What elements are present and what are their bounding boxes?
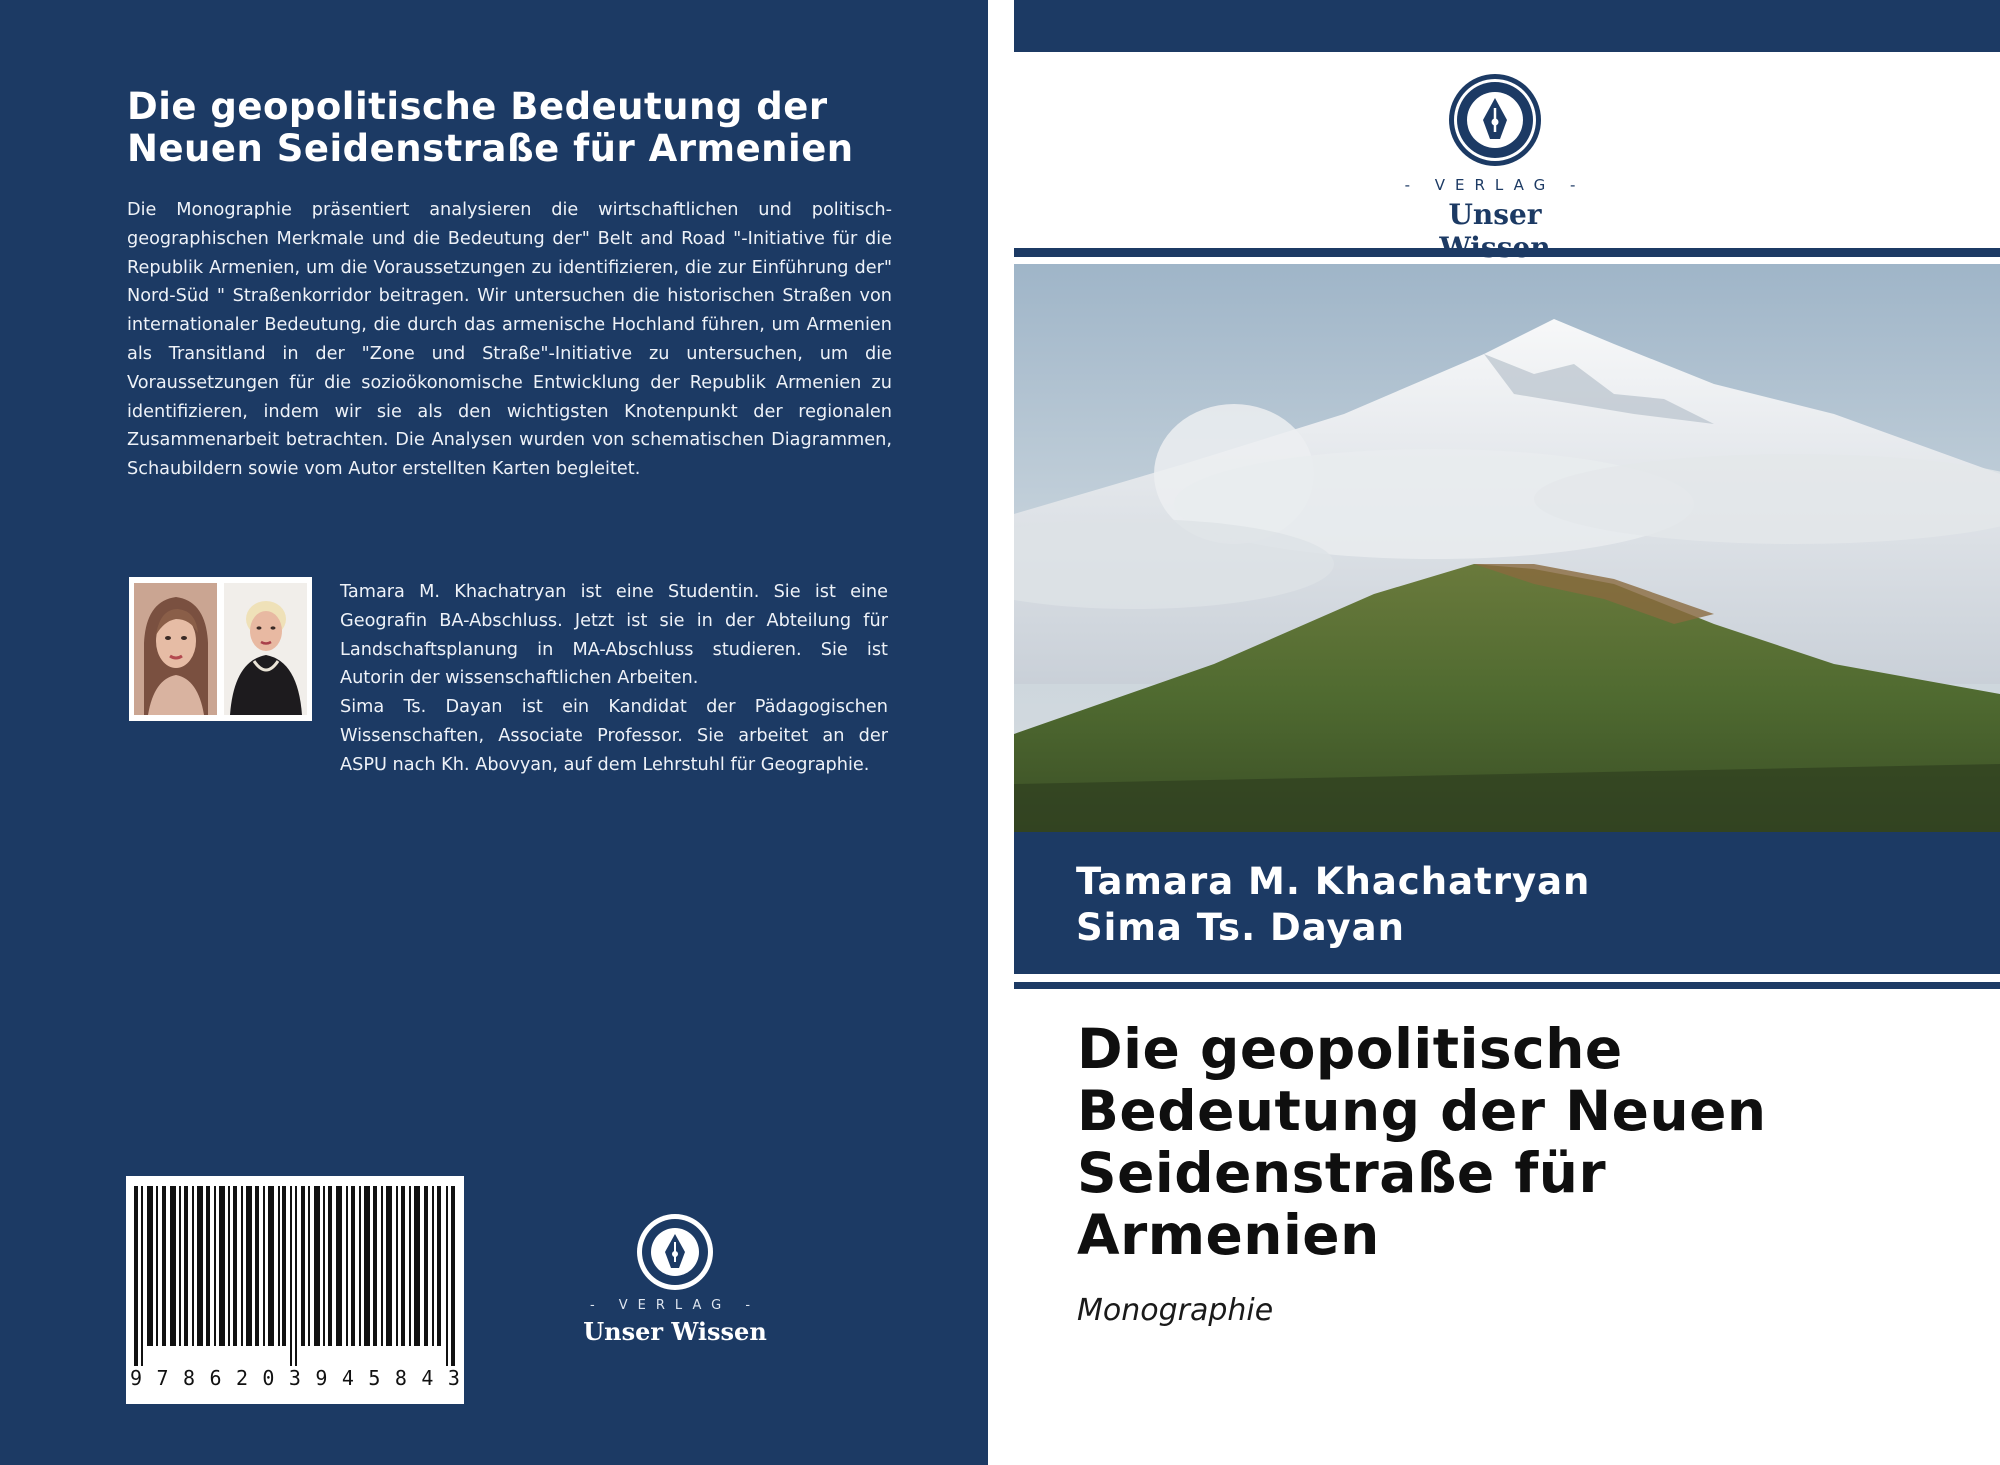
pen-nib-seal-icon: [1447, 72, 1543, 168]
publisher-logo-front: [1390, 72, 1600, 264]
isbn-digit: 6: [209, 1366, 222, 1390]
publisher-logo-back: [580, 1212, 770, 1346]
author-name-2: Sima Ts. Dayan: [1076, 906, 1405, 949]
divider-bottom: [1014, 982, 2000, 989]
isbn-digit: 8: [182, 1366, 196, 1390]
authors-band: [1014, 832, 2000, 974]
spine: [988, 0, 1014, 1465]
isbn-digit: 3: [288, 1366, 301, 1390]
isbn-digit: 3: [447, 1366, 460, 1390]
divider-top: [1014, 248, 2000, 257]
front-top-bar: [1014, 0, 2000, 52]
isbn-digit: 0: [262, 1366, 275, 1390]
back-cover: [0, 0, 988, 1465]
book-description: Die Monographie präsentiert analysieren die wirtschaftlichen und politisch-geographischen Merkmale und die Bedeutung der" Belt and Road "-Initiative für die Republik Armenien, um die Voraussetzungen zu identifizieren, die zur Einführung der" Nord-Süd " Straßenkorridor beitragen. Wir untersuchen die historischen Straßen von internationaler Bedeutung, die durch das armenische Hochland führen, um Armenien als Transitland in der "Zone und Straße"-Initiative zu untersuchen, um die Voraussetzungen für die sozioökonomische Entwicklung der Republik Armenien zu identifizieren, indem wir sie als den wichtigsten Knotenpunkt der regionalen Zusammenarbeit betrachten. Die Analysen wurden von schematischen Diagrammen, Schaubildern sowie vom Autor erstellten Karten begleitet.: [127, 200, 892, 480]
publisher-name: Unser Wissen: [583, 1317, 767, 1346]
isbn-number: [126, 1366, 464, 1396]
verlag-label: - VERLAG -: [1404, 176, 1586, 194]
pen-nib-seal-icon: [635, 1212, 715, 1292]
isbn-digit: 9: [315, 1366, 328, 1390]
back-title-line: Die geopolitische Bedeutung der: [127, 85, 828, 128]
front-cover-subtitle: Monographie: [1077, 1293, 1274, 1328]
author-bio-2: Sima Ts. Dayan ist ein Kandidat der Pädagogischen Wissenschaften, Associate Professor. Sie arbeitet an der ASPU nach Kh. Abovyan, auf dem Lehrstuhl für Geographie.: [340, 697, 888, 775]
front-title-line: Bedeutung der Neuen: [1077, 1079, 1767, 1143]
isbn-digit: 7: [156, 1366, 169, 1390]
isbn-digit: 4: [421, 1366, 434, 1390]
front-title-line: Armenien: [1077, 1203, 1380, 1267]
isbn-digit: 5: [368, 1366, 381, 1390]
front-title-line: Seidenstraße für: [1077, 1141, 1607, 1205]
author-photo-1: [134, 583, 217, 715]
author-photo-2: [224, 583, 307, 715]
isbn-digit: 9: [130, 1366, 143, 1390]
verlag-label: - VERLAG -: [589, 1298, 761, 1313]
isbn-digit: 4: [341, 1366, 354, 1390]
back-cover-title: [127, 86, 907, 170]
isbn-digit: 8: [394, 1366, 407, 1390]
barcode-bars: [126, 1186, 464, 1366]
author-biographies: [340, 578, 888, 780]
mountain-landscape-image: [1014, 264, 2000, 832]
isbn-barcode: [126, 1176, 464, 1404]
isbn-digit: 2: [235, 1366, 248, 1390]
publisher-name: Unser: [1448, 198, 1542, 231]
front-cover-title: [1077, 1018, 1957, 1266]
front-title-line: Die geopolitische: [1077, 1017, 1623, 1081]
author-bio-1: Tamara M. Khachatryan ist eine Studentin. Sie ist eine Geografin BA-Abschluss. Jetzt ist sie in der Abteilung für Landschaftsplanung in MA-Abschluss studieren. Sie ist Autorin der wissenschaftlichen Arbeiten.: [340, 582, 888, 689]
author-name-1: Tamara M. Khachatryan: [1076, 860, 1591, 903]
cover-photo-mount-ararat: [1014, 264, 2000, 832]
back-title-line: Neuen Seidenstraße für Armenien: [127, 127, 854, 170]
author-photos: [129, 577, 312, 721]
